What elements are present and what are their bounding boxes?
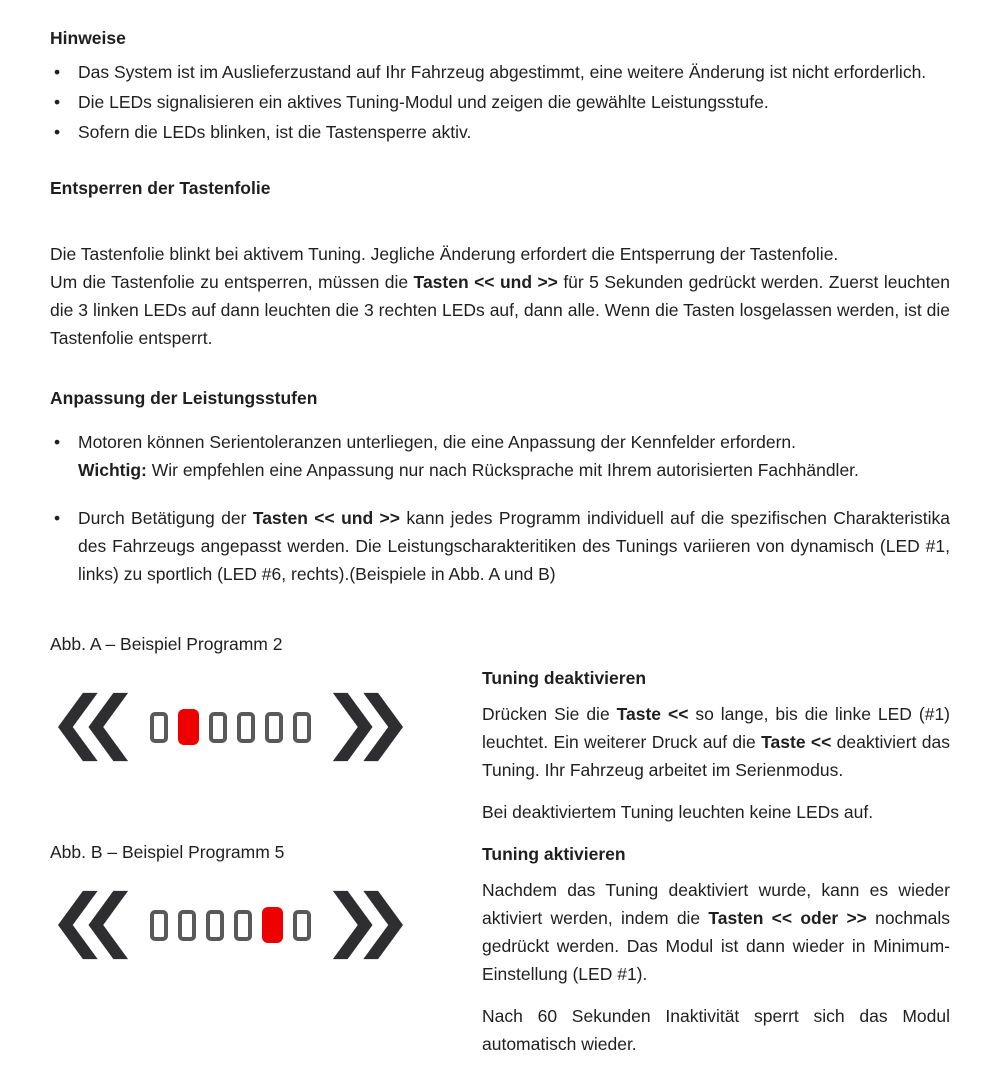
figures-column: [50, 630, 482, 970]
bold-key-run: Taste <<: [761, 732, 832, 752]
text-run: Wir empfehlen eine Anpassung nur nach Rücksprache mit Ihrem autorisierten Fachhändler.: [146, 460, 859, 480]
text-run: so lange, bis die linke LED (#1) leuchtet. Ein weiterer Druck auf die: [482, 704, 951, 752]
heading-tuning-aktivieren: Tuning aktivieren: [482, 844, 626, 864]
hinweise-bullet-list: [50, 58, 950, 146]
anpassung-bullet-list: [50, 428, 950, 588]
text-run: Drücken Sie die: [482, 704, 617, 724]
led-off: [293, 910, 311, 941]
bold-keys-run: Tasten << oder >>: [708, 908, 867, 928]
instructions-column: [482, 664, 950, 1072]
led-off: [237, 712, 255, 743]
bullet-item: [50, 504, 950, 588]
led-off: [150, 910, 168, 941]
led-off: [209, 712, 227, 743]
section-anpassung: [50, 384, 950, 588]
figure-a-caption: Abb. A – Beispiel Programm 2: [50, 634, 283, 654]
text-run: deaktiviert das Tuning. Ihr Fahrzeug arbeitet im Serienmodus.: [482, 732, 951, 780]
heading-tuning-deaktivieren: Tuning deaktivieren: [482, 668, 647, 688]
chevron-left-icon: [58, 687, 130, 767]
figure-b-caption: Abb. B – Beispiel Programm 5: [50, 842, 285, 862]
aktivieren-paragraph-2: Nach 60 Sekunden Inaktivität sperrt sich das Modul automatisch wieder.: [482, 1006, 950, 1054]
bullet-item: • Sofern die LEDs blinken, ist die Tastensperre aktiv.: [50, 118, 950, 146]
led-row: [150, 709, 311, 745]
lower-columns: [50, 630, 950, 1072]
bullet-item: • Die LEDs signalisieren ein aktives Tuning-Modul und zeigen die gewählte Leistungsstufe.: [50, 88, 950, 116]
section-entsperren: [50, 174, 950, 352]
led-off: [293, 712, 311, 743]
entsperren-line1: Die Tastenfolie blinkt bei aktivem Tuning. Jegliche Änderung erfordert die Entsperrung der Tastenfolie.: [50, 244, 839, 264]
entsperren-paragraph: [50, 268, 950, 352]
text-run: Motoren können Serientoleranzen unterliegen, die eine Anpassung der Kennfelder erfordern.: [78, 432, 796, 452]
chevron-right-icon: [331, 687, 403, 767]
bullet-item: [50, 428, 950, 484]
led-off: [206, 910, 224, 941]
heading-anpassung: Anpassung der Leistungsstufen: [50, 388, 318, 408]
deaktivieren-paragraph-1: [482, 700, 950, 784]
aktivieren-paragraph-1: [482, 876, 950, 988]
led-off: [178, 910, 196, 941]
figure-b-led-display: [58, 880, 482, 970]
led-off: [265, 712, 283, 743]
text-run: für 5 Sekunden gedrückt werden. Zuerst leuchten die 3 linken LEDs auf dann leuchten die 3 rechten LEDs auf, dann alle. Wenn die Tasten losgelassen werden, ist die Tastenfolie entsperrt.: [50, 272, 950, 348]
bold-wichtig-run: Wichtig:: [78, 460, 147, 480]
figure-a-led-display: [58, 682, 482, 772]
heading-hinweise: Hinweise: [50, 28, 126, 48]
text-run: kann jedes Programm individuell auf die spezifischen Charakteristika des Fahrzeugs angepasst werden. Die Leistungscharakteritiken des Tunings variieren von dynamisch (LED #1, links) zu sportlich (LED #6, rechts).(Beispiele in Abb. A und B): [78, 508, 951, 584]
led-active: [178, 709, 199, 745]
text-run: Nachdem das Tuning deaktiviert wurde, kann es wieder aktiviert werden, indem die: [482, 880, 950, 928]
bold-keys-run: Tasten << und >>: [413, 272, 558, 292]
bold-key-run: Taste <<: [616, 704, 689, 724]
text-run: Um die Tastenfolie zu entsperren, müssen die: [50, 272, 414, 292]
heading-entsperren: Entsperren der Tastenfolie: [50, 178, 271, 198]
text-run: nochmals gedrückt werden. Das Modul ist dann wieder in Minimum-Einstellung (LED #1).: [482, 908, 950, 984]
text-run: Durch Betätigung der: [78, 508, 253, 528]
led-active: [262, 907, 283, 943]
chevron-left-icon: [58, 885, 130, 965]
led-off: [150, 712, 168, 743]
led-row: [150, 907, 311, 943]
chevron-right-icon: [331, 885, 403, 965]
led-off: [234, 910, 252, 941]
deaktivieren-paragraph-2: Bei deaktiviertem Tuning leuchten keine LEDs auf.: [482, 802, 874, 822]
bullet-item: • Das System ist im Auslieferzustand auf Ihr Fahrzeug abgestimmt, eine weitere Änderung ist nicht erforderlich.: [50, 58, 950, 86]
bold-keys-run: Tasten << und >>: [252, 508, 400, 528]
section-hinweise: [50, 24, 950, 146]
